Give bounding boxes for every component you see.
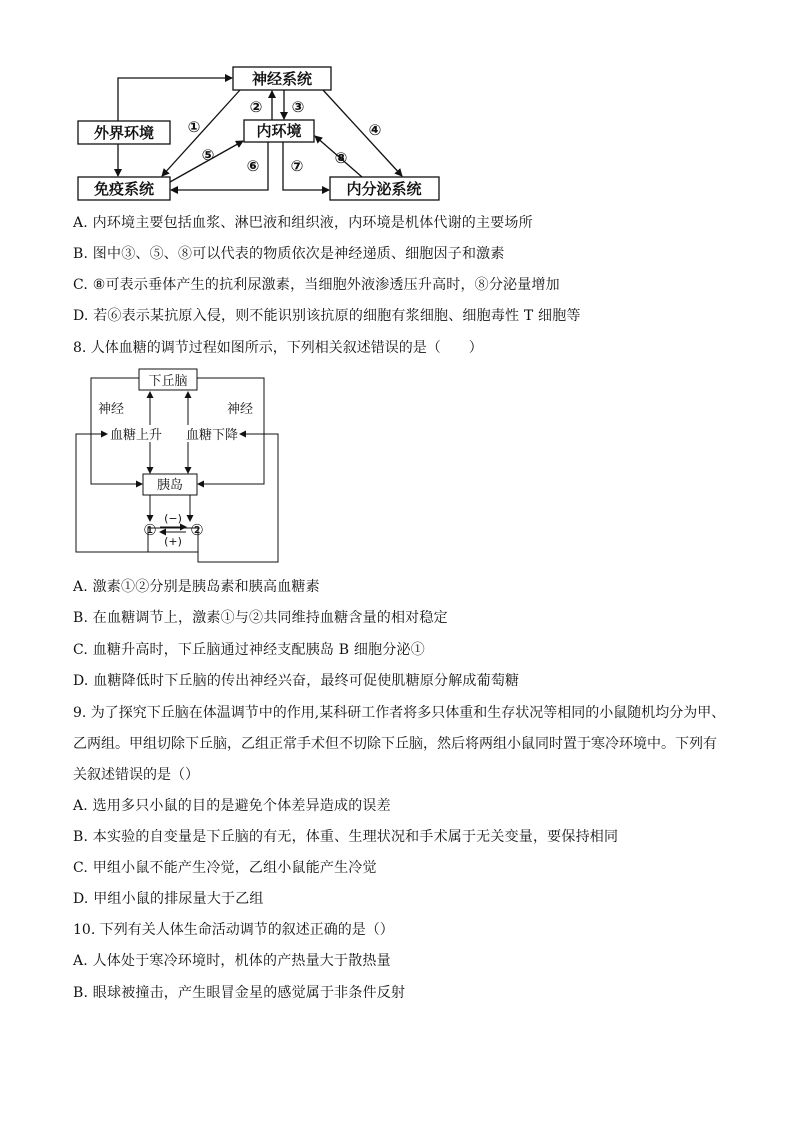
label-hypothalamus: 下丘脑 — [148, 374, 188, 389]
q7-option-a[interactable]: A. 内环境主要包括血浆、淋巴液和组织液，内环境是机体代谢的主要场所 — [73, 215, 533, 231]
label-nerve-right: 神经 — [226, 402, 254, 417]
q10-option-b[interactable]: B. 眼球被撞击，产生眼冒金星的感觉属于非条件反射 — [73, 985, 406, 1001]
marker-7: ⑦ — [290, 157, 304, 175]
q8-option-d[interactable]: D. 血糖降低时下丘脑的传出神经兴奋，最终可促使肌糖原分解成葡萄糖 — [73, 673, 520, 689]
marker-5: ⑤ — [201, 146, 215, 164]
q7-option-d[interactable]: D. 若⑥表示某抗原入侵，则不能识别该抗原的细胞有浆细胞、细胞毒性 T 细胞等 — [73, 308, 581, 324]
arrow-external-nervous — [118, 78, 232, 121]
label-hormone-2: ② — [190, 521, 204, 539]
label-nerve-left: 神经 — [97, 402, 125, 417]
q8-option-b[interactable]: B. 在血糖调节上，激素①与②共同维持血糖含量的相对稳定 — [73, 610, 448, 626]
marker-1: ① — [187, 118, 201, 136]
q10-stem: 10. 下列有关人体生命活动调节的叙述正确的是（） — [73, 922, 394, 938]
label-promote: (+) — [164, 535, 182, 548]
marker-2: ② — [249, 98, 263, 116]
label-glucose-up: 血糖上升 — [109, 428, 163, 443]
q9-option-d[interactable]: D. 甲组小鼠的排尿量大于乙组 — [73, 891, 264, 907]
regulation-network-diagram — [0, 0, 794, 205]
label-glucose-down: 血糖下降 — [185, 428, 239, 443]
marker-8: ⑧ — [334, 149, 348, 167]
feedback-right — [198, 434, 278, 562]
marker-3: ③ — [291, 98, 305, 116]
q8-option-a[interactable]: A. 激素①②分别是胰岛素和胰高血糖素 — [73, 579, 320, 595]
label-external: 外界环境 — [93, 124, 155, 142]
q7-option-b[interactable]: B. 图中③、⑤、⑧可以代表的物质依次是神经递质、细胞因子和激素 — [73, 246, 505, 262]
label-nervous: 神经系统 — [251, 70, 313, 88]
q9-stem-line-3: 关叙述错误的是（） — [73, 767, 199, 783]
label-internal: 内环境 — [256, 122, 302, 140]
feedback-left — [76, 434, 148, 552]
glucose-regulation-diagram — [0, 360, 794, 570]
q9-option-b[interactable]: B. 本实验的自变量是下丘脑的有无，体重、生理状况和手术属于无关变量，要保持相同 — [73, 829, 619, 845]
q8-stem: 8. 人体血糖的调节过程如图所示，下列相关叙述错误的是（ ） — [73, 340, 483, 356]
label-islet: 胰岛 — [156, 478, 184, 493]
q8-option-c[interactable]: C. 血糖升高时，下丘脑通过神经支配胰岛 B 细胞分泌① — [73, 642, 425, 658]
label-inhibit: (−) — [164, 512, 182, 525]
q9-option-c[interactable]: C. 甲组小鼠不能产生冷觉，乙组小鼠能产生冷觉 — [73, 860, 377, 876]
label-endocrine: 内分泌系统 — [346, 180, 422, 198]
q7-option-c[interactable]: C. ⑧可表示垂体产生的抗利尿激素，当细胞外液渗透压升高时，⑧分泌量增加 — [73, 277, 560, 293]
q9-stem-line-1: 9. 为了探究下丘脑在体温调节中的作用,某科研工作者将多只体重和生存状况等相同的小鼠随机均分为甲、 — [73, 705, 726, 721]
q10-option-a[interactable]: A. 人体处于寒冷环境时，机体的产热量大于散热量 — [73, 953, 391, 969]
q9-stem-line-2: 乙两组。甲组切除下丘脑，乙组正常手术但不切除下丘脑，然后将两组小鼠同时置于寒冷环境中。下列有 — [73, 736, 717, 752]
label-hormone-1: ① — [143, 521, 157, 539]
label-immune: 免疫系统 — [93, 180, 155, 198]
q9-option-a[interactable]: A. 选用多只小鼠的目的是避免个体差异造成的误差 — [73, 798, 391, 814]
marker-6: ⑥ — [246, 157, 260, 175]
marker-4: ④ — [368, 121, 382, 139]
